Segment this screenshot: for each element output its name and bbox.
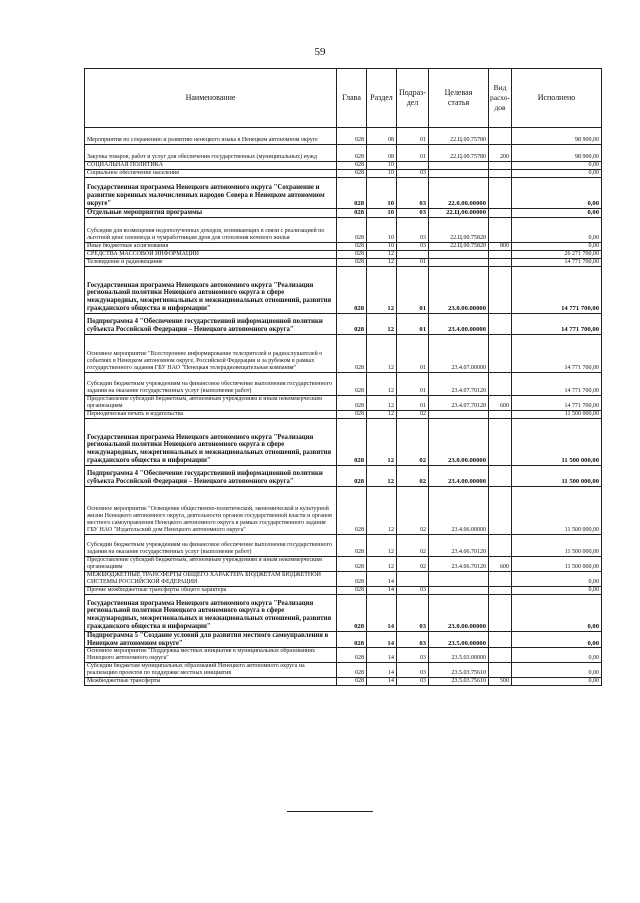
cell-podrazdel: 03 [397,177,429,208]
cell-glava: 028 [337,663,367,678]
cell-ispolneno: 11 500 000,00 [512,465,602,486]
cell-podrazdel: 03 [397,631,429,648]
header-tselevaya-statya: Целевая статья [429,69,489,128]
cell-razdel: 12 [367,334,397,372]
table-row [85,372,602,395]
cell-name: Основное мероприятие "Всестороннее информирование телезрителей и радиослушателей о событиях в Ненецком автономном округе, Российской Федерации и за рубежом в рамках государственного задания ГБУ НАО "Ненецкая телерадиовещательная компания" [85,334,337,372]
cell-razdel: 12 [367,266,397,313]
cell-razdel: 10 [367,217,397,242]
cell-vid [489,334,512,372]
cell-podrazdel: 01 [397,128,429,145]
cell-name: Телевидение и радиовещание [85,258,337,266]
cell-razdel: 10 [367,208,397,217]
cell-razdel: 14 [367,571,397,586]
table-row [85,250,602,258]
cell-podrazdel [397,250,429,258]
table-row [85,395,602,410]
cell-name: Предоставление субсидий бюджетным, автономным учреждениям и иным некоммерческим организациям [85,395,337,410]
table-row [85,313,602,334]
cell-tselevaya: 23.4.06.70120 [429,534,489,556]
cell-name: СОЦИАЛЬНАЯ ПОЛИТИКА [85,162,337,170]
cell-vid [489,663,512,678]
cell-podrazdel: 01 [397,334,429,372]
cell-glava: 028 [337,258,367,266]
cell-ispolneno: 98 900,00 [512,145,602,162]
cell-razdel: 08 [367,145,397,162]
cell-podrazdel: 03 [397,169,429,177]
cell-tselevaya: 23.0.00.00000 [429,594,489,631]
cell-glava: 028 [337,266,367,313]
cell-tselevaya: 22.Ц.00.75780 [429,145,489,162]
cell-glava: 028 [337,571,367,586]
table-row [85,242,602,250]
cell-podrazdel: 02 [397,534,429,556]
cell-podrazdel: 02 [397,418,429,465]
cell-razdel: 12 [367,534,397,556]
cell-razdel: 12 [367,418,397,465]
cell-ispolneno: 0,00 [512,169,602,177]
cell-razdel: 12 [367,313,397,334]
cell-name: Подпрограмма 4 "Обеспечение государственной информационной политики субъекта Российской Федерации – Ненецкого автономного округа" [85,313,337,334]
cell-tselevaya [429,250,489,258]
cell-name: Иные бюджетные ассигнования [85,242,337,250]
cell-ispolneno: 26 271 700,00 [512,250,602,258]
table-row [85,571,602,586]
cell-ispolneno: 98 900,00 [512,128,602,145]
table-row [85,586,602,594]
cell-podrazdel: 03 [397,586,429,594]
cell-tselevaya: 22.Ц.00.00000 [429,208,489,217]
cell-name: МЕЖБЮДЖЕТНЫЕ ТРАНСФЕРТЫ ОБЩЕГО ХАРАКТЕРА БЮДЖЕТАМ БЮДЖЕТНОЙ СИСТЕМЫ РОССИЙСКОЙ ФЕДЕРАЦИИ [85,571,337,586]
cell-ispolneno: 14 771 700,00 [512,334,602,372]
cell-name: Государственная программа Ненецкого автономного округа "Реализация региональной политики Ненецкого автономного округа в сфере международных, межрегиональных и межнациональных отношений, развития гражданского общества и информации" [85,266,337,313]
cell-vid: 600 [489,395,512,410]
cell-ispolneno: 0,00 [512,571,602,586]
cell-podrazdel: 02 [397,486,429,534]
cell-ispolneno: 0,00 [512,631,602,648]
cell-vid [489,534,512,556]
table-row [85,217,602,242]
cell-tselevaya: 23.4.00.00000 [429,313,489,334]
cell-ispolneno: 11 500 000,00 [512,410,602,418]
cell-glava: 028 [337,145,367,162]
table-body [85,128,602,686]
cell-vid [489,266,512,313]
cell-razdel: 14 [367,677,397,685]
table-row [85,258,602,266]
cell-name: Подпрограмма 5 "Создание условий для развития местного самоуправления в Ненецком автономном округе" [85,631,337,648]
cell-vid: 200 [489,145,512,162]
cell-ispolneno: 11 500 000,00 [512,556,602,571]
cell-podrazdel: 01 [397,313,429,334]
table-row [85,594,602,631]
cell-vid [489,169,512,177]
cell-vid [489,465,512,486]
table-header-row [85,69,602,128]
cell-podrazdel: 01 [397,266,429,313]
cell-vid [489,372,512,395]
table-row [85,486,602,534]
cell-razdel: 12 [367,250,397,258]
table-row [85,334,602,372]
cell-glava: 028 [337,372,367,395]
cell-podrazdel: 02 [397,556,429,571]
cell-vid: 600 [489,556,512,571]
header-glava: Глава [337,69,367,128]
cell-ispolneno: 0,00 [512,663,602,678]
cell-podrazdel: 01 [397,258,429,266]
table-row [85,266,602,313]
table-row [85,208,602,217]
cell-vid [489,217,512,242]
cell-glava: 028 [337,486,367,534]
cell-razdel: 12 [367,465,397,486]
page-number: 59 [314,46,326,58]
cell-razdel: 12 [367,258,397,266]
cell-name: Основное мероприятие "Освещение общественно-политической, экономической и культурной жизни Ненецкого автономного округа, деятельности органов государственной власти и органов местного самоуправления Ненецкого автономного округа в рамках государственного задания ГБУ НАО "Издательский дом Ненецкого автономного округа" [85,486,337,534]
table-row [85,128,602,145]
cell-razdel: 12 [367,372,397,395]
cell-tselevaya: 23.5.03.75610 [429,663,489,678]
cell-razdel: 10 [367,177,397,208]
cell-ispolneno: 14 771 700,00 [512,266,602,313]
cell-ispolneno: 0,00 [512,177,602,208]
cell-vid [489,648,512,663]
table-row [85,418,602,465]
table-row [85,677,602,685]
cell-tselevaya: 22.Ц.00.75780 [429,128,489,145]
cell-tselevaya [429,586,489,594]
cell-glava: 028 [337,250,367,258]
cell-ispolneno: 0,00 [512,586,602,594]
bottom-divider [287,811,373,812]
cell-tselevaya: 23.4.06.00000 [429,486,489,534]
cell-vid [489,258,512,266]
cell-name: Предоставление субсидий бюджетным, автономным учреждениям и иным некоммерческим организациям [85,556,337,571]
cell-vid: 500 [489,677,512,685]
cell-vid [489,486,512,534]
cell-glava: 028 [337,556,367,571]
cell-tselevaya: 23.0.00.00000 [429,266,489,313]
table-row [85,177,602,208]
cell-razdel: 12 [367,395,397,410]
cell-ispolneno: 11 500 000,00 [512,534,602,556]
cell-vid [489,208,512,217]
cell-ispolneno: 0,00 [512,242,602,250]
cell-name: Закупка товаров, работ и услуг для обеспечения государственных (муниципальных) нужд [85,145,337,162]
cell-ispolneno: 0,00 [512,677,602,685]
cell-tselevaya: 23.5.00.00000 [429,631,489,648]
cell-name: СРЕДСТВА МАССОВОЙ ИНФОРМАЦИИ [85,250,337,258]
cell-ispolneno: 0,00 [512,208,602,217]
table-row [85,648,602,663]
cell-podrazdel: 03 [397,208,429,217]
cell-razdel: 12 [367,556,397,571]
header-razdel: Раздел [367,69,397,128]
cell-podrazdel: 03 [397,663,429,678]
cell-razdel: 12 [367,410,397,418]
cell-vid [489,571,512,586]
cell-vid [489,177,512,208]
cell-glava: 028 [337,631,367,648]
budget-execution-table [84,68,602,686]
cell-name: Государственная программа Ненецкого автономного округа "Реализация региональной политики Ненецкого автономного округа в сфере международных, межрегиональных и межнациональных отношений, развития гражданского общества и информации" [85,418,337,465]
cell-name: Социальное обеспечение населения [85,169,337,177]
cell-tselevaya [429,162,489,170]
cell-podrazdel [397,162,429,170]
table-row [85,465,602,486]
cell-podrazdel: 01 [397,372,429,395]
cell-ispolneno: 0,00 [512,217,602,242]
cell-podrazdel: 02 [397,465,429,486]
cell-glava: 028 [337,418,367,465]
cell-razdel: 14 [367,594,397,631]
cell-tselevaya: 23.0.00.00000 [429,418,489,465]
cell-name: Основное мероприятие "Поддержка местных инициатив в муниципальных образованиях Ненецкого автономного округа" [85,648,337,663]
cell-tselevaya: 23.4.07.70120 [429,372,489,395]
cell-glava: 028 [337,677,367,685]
cell-name: Прочие межбюджетные трансферты общего характера [85,586,337,594]
cell-vid [489,586,512,594]
table-row [85,410,602,418]
cell-tselevaya: 23.5.03.00000 [429,648,489,663]
cell-glava: 028 [337,313,367,334]
cell-ispolneno: 14 771 700,00 [512,395,602,410]
cell-glava: 028 [337,208,367,217]
cell-name: Субсидия для возмещения недополученных доходов, возникающих в связи с реализацией по льготной цене оленевода и чумработницам дров для отопления кочевого жилья [85,217,337,242]
cell-tselevaya: 23.4.06.70120 [429,556,489,571]
cell-ispolneno: 0,00 [512,648,602,663]
cell-vid [489,128,512,145]
cell-glava: 028 [337,594,367,631]
cell-ispolneno: 11 500 000,00 [512,418,602,465]
cell-vid [489,250,512,258]
cell-podrazdel: 03 [397,648,429,663]
cell-razdel: 14 [367,586,397,594]
table-row [85,162,602,170]
cell-razdel: 08 [367,128,397,145]
cell-tselevaya: 22.Ц.00.75820 [429,242,489,250]
cell-vid: 800 [489,242,512,250]
cell-ispolneno: 14 771 700,00 [512,313,602,334]
cell-tselevaya: 22.Ц.00.75820 [429,217,489,242]
cell-razdel: 10 [367,162,397,170]
cell-name: Субсидии бюджетным учреждениям на финансовое обеспечение выполнения государственного задания на оказание государственных услуг (выполнение работ) [85,372,337,395]
cell-name: Государственная программа Ненецкого автономного округа "Сохранение и развитие коренных малочисленных народов Севера в Ненецком автономном округе" [85,177,337,208]
cell-podrazdel [397,571,429,586]
cell-podrazdel: 02 [397,410,429,418]
cell-tselevaya: 22.0.00.00000 [429,177,489,208]
cell-ispolneno: 14 771 700,00 [512,372,602,395]
cell-podrazdel: 03 [397,242,429,250]
cell-vid [489,313,512,334]
cell-glava: 028 [337,334,367,372]
cell-glava: 028 [337,128,367,145]
table-row [85,145,602,162]
cell-glava: 028 [337,395,367,410]
cell-podrazdel: 03 [397,677,429,685]
cell-podrazdel: 01 [397,395,429,410]
cell-vid [489,631,512,648]
cell-tselevaya [429,258,489,266]
cell-tselevaya: 23.5.03.75610 [429,677,489,685]
table-row [85,534,602,556]
cell-tselevaya: 23.4.07.00000 [429,334,489,372]
cell-podrazdel: 03 [397,594,429,631]
cell-ispolneno: 14 771 700,00 [512,258,602,266]
cell-glava: 028 [337,162,367,170]
cell-name: Субсидии бюджетным учреждениям на финансовое обеспечение выполнения государственного задания на оказание государственных услуг (выполнение работ) [85,534,337,556]
cell-name: Периодическая печать и издательства [85,410,337,418]
cell-vid [489,410,512,418]
table-row [85,556,602,571]
cell-podrazdel: 01 [397,145,429,162]
cell-razdel: 10 [367,242,397,250]
cell-glava: 028 [337,648,367,663]
cell-tselevaya: 23.4.07.70120 [429,395,489,410]
cell-podrazdel: 03 [397,217,429,242]
cell-tselevaya [429,410,489,418]
cell-razdel: 12 [367,486,397,534]
cell-name: Подпрограмма 4 "Обеспечение государственной информационной политики субъекта Российской Федерации – Ненецкого автономного округа" [85,465,337,486]
header-ispolneno: Исполнено [512,69,602,128]
cell-glava: 028 [337,410,367,418]
cell-name: Отдельные мероприятия программы [85,208,337,217]
cell-vid [489,594,512,631]
cell-glava: 028 [337,534,367,556]
header-podrazdel: Подраз- дел [397,69,429,128]
cell-name: Мероприятия по сохранению и развитию ненецкого языка в Ненецком автономном округе [85,128,337,145]
cell-ispolneno: 0,00 [512,162,602,170]
table-row [85,663,602,678]
cell-glava: 028 [337,465,367,486]
cell-glava: 028 [337,177,367,208]
cell-tselevaya [429,169,489,177]
header-vid-raskhodov: Вид расхо- дов [489,69,512,128]
cell-tselevaya: 23.4.00.00000 [429,465,489,486]
cell-razdel: 14 [367,663,397,678]
cell-glava: 028 [337,242,367,250]
cell-razdel: 14 [367,648,397,663]
cell-ispolneno: 11 500 000,00 [512,486,602,534]
cell-glava: 028 [337,217,367,242]
cell-vid [489,418,512,465]
cell-name: Субсидии бюджетам муниципальных образований Ненецкого автономного округа на реализацию проектов по поддержке местных инициатив [85,663,337,678]
cell-name: Межбюджетные трансферты [85,677,337,685]
cell-glava: 028 [337,169,367,177]
table-row [85,631,602,648]
cell-tselevaya [429,571,489,586]
cell-razdel: 14 [367,631,397,648]
cell-glava: 028 [337,586,367,594]
cell-ispolneno: 0,00 [512,594,602,631]
cell-razdel: 10 [367,169,397,177]
header-name: Наименование [85,69,337,128]
cell-name: Государственная программа Ненецкого автономного округа "Реализация региональной политики Ненецкого автономного округа в сфере международных, межрегиональных и межнациональных отношений, развития гражданского общества и информации" [85,594,337,631]
cell-vid [489,162,512,170]
table-row [85,169,602,177]
